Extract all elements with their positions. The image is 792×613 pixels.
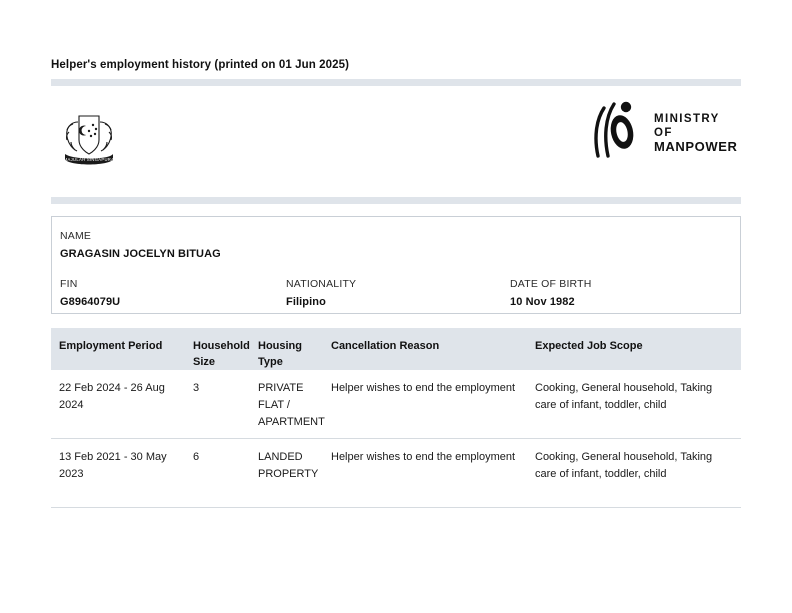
table-row: [51, 370, 741, 439]
singapore-state-crest-icon: [53, 106, 125, 168]
cell-cancellation-reason: Helper wishes to end the employment: [331, 451, 516, 463]
cell-household-size: 6: [193, 451, 200, 463]
page-title: Helper's employment history (printed on 01 Jun 2025): [51, 59, 350, 71]
ministry-of-manpower-logo: [592, 98, 742, 160]
cell-employment-period: 13 Feb 2021 - 30 May 2023: [59, 451, 167, 480]
cell-expected-job-scope: Cooking, General household, Taking care of infant, toddler, child: [535, 382, 713, 411]
cell-expected-job-scope: Cooking, General household, Taking care of infant, toddler, child: [535, 451, 713, 480]
helper-identity-panel: [51, 216, 741, 314]
logo-line-1: MINISTRY OF: [654, 113, 720, 139]
svg-text:MAJULAH SINGAPURA: MAJULAH SINGAPURA: [63, 157, 115, 162]
fin-value: G8964079U: [60, 296, 121, 308]
cell-housing-type: PRIVATE FLAT / APARTMENT: [258, 382, 325, 428]
name-label: NAME: [60, 230, 92, 242]
date-of-birth-value: 10 Nov 1982: [510, 296, 575, 308]
column-header-employment-period: Employment Period: [59, 340, 163, 352]
table-header-row: [51, 328, 741, 370]
fin-label: FIN: [60, 278, 78, 290]
nationality-value: Filipino: [286, 296, 326, 308]
section-divider-band: [51, 197, 741, 204]
table-row: [51, 439, 741, 508]
ministry-of-manpower-wordmark: [654, 112, 742, 154]
nationality-label: NATIONALITY: [286, 278, 357, 290]
cell-housing-type: LANDED PROPERTY: [258, 451, 319, 480]
cell-cancellation-reason: Helper wishes to end the employment: [331, 382, 516, 394]
column-header-housing-type: Housing Type: [258, 340, 302, 368]
cell-household-size: 3: [193, 382, 200, 394]
column-header-cancellation-reason: Cancellation Reason: [331, 340, 440, 352]
ministry-of-manpower-logo-icon: [592, 98, 644, 160]
logo-line-2: MANPOWER: [654, 139, 738, 154]
cell-employment-period: 22 Feb 2024 - 26 Aug 2024: [59, 382, 165, 411]
column-header-household-size: Household Size: [193, 340, 250, 368]
date-of-birth-label: DATE OF BIRTH: [510, 278, 592, 290]
name-value: GRAGASIN JOCELYN BITUAG: [60, 248, 221, 260]
employment-history-table: [51, 328, 741, 508]
column-header-expected-job-scope: Expected Job Scope: [535, 340, 643, 352]
header-divider-band: [51, 79, 741, 86]
